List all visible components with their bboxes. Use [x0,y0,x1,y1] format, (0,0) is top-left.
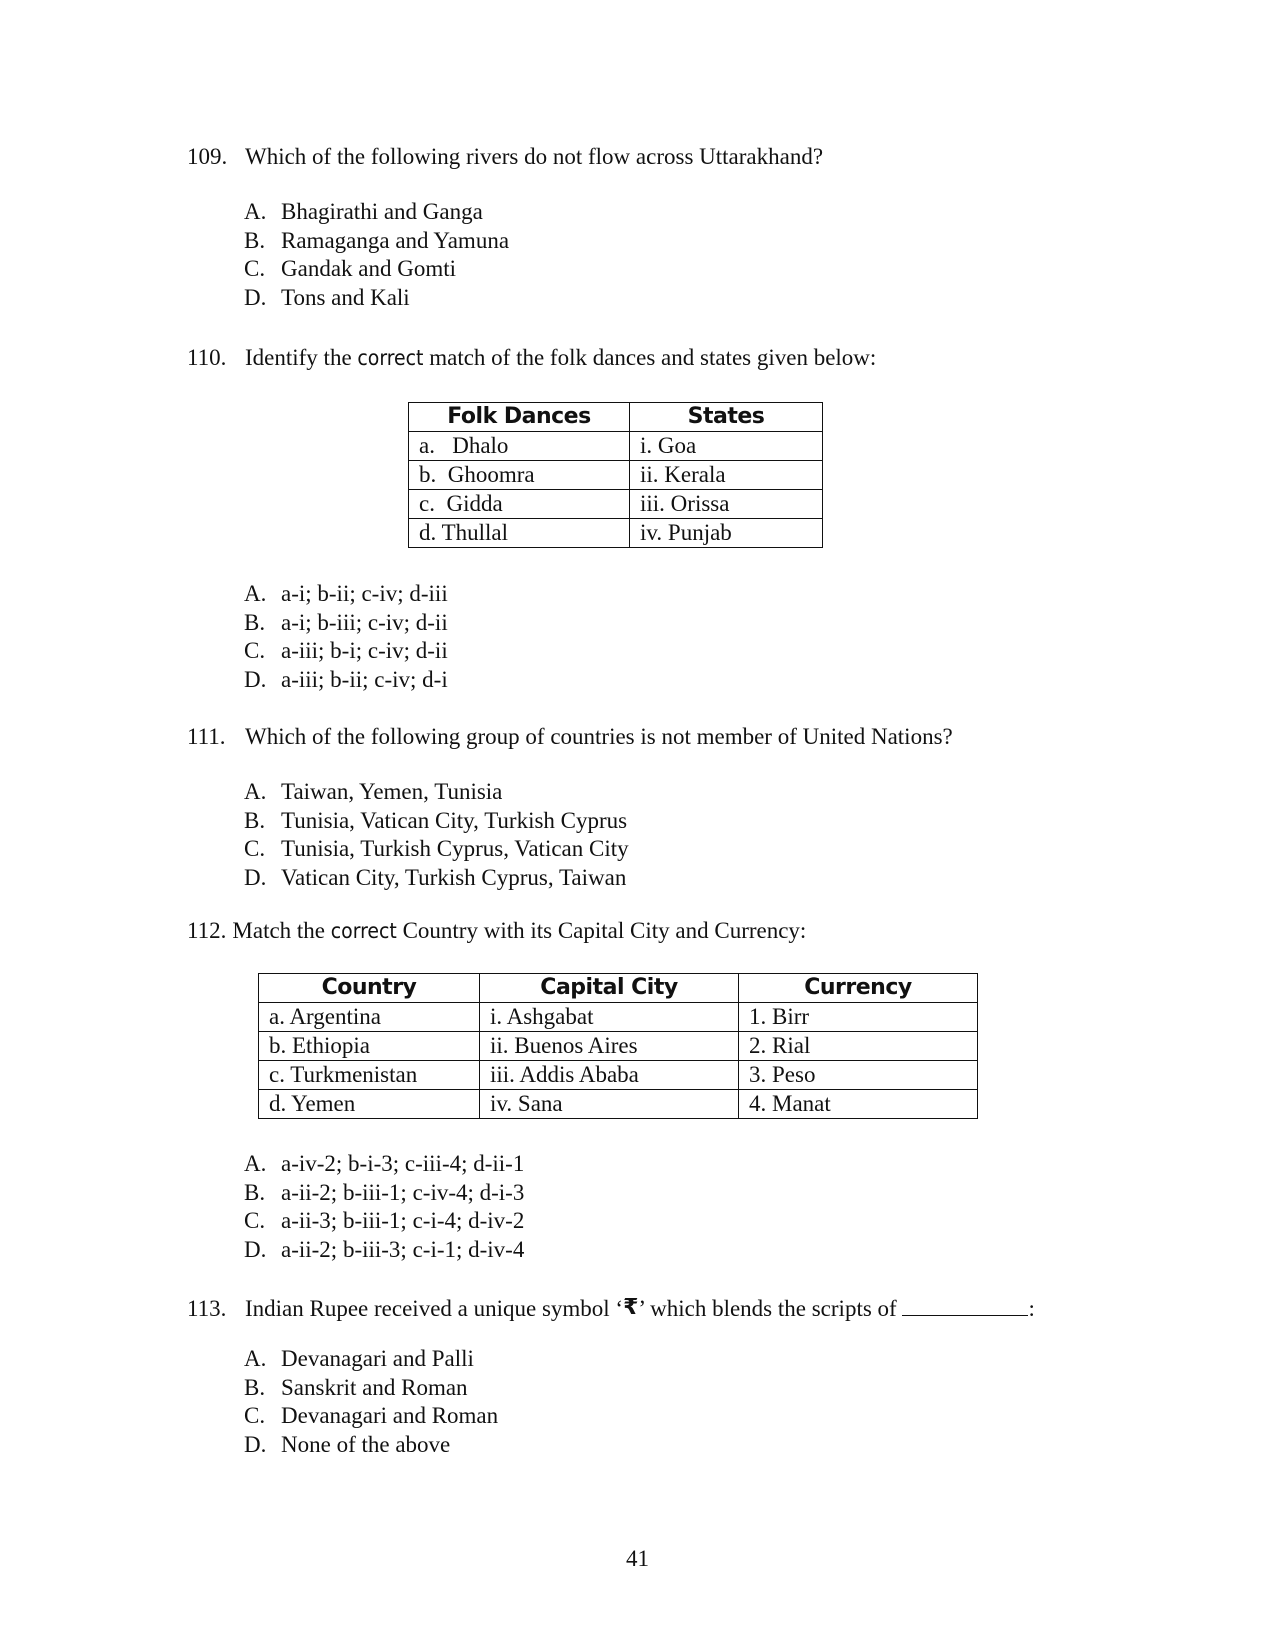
question-109 [187,143,823,171]
table-cell: iii. Orissa [630,490,823,519]
table-cell: i. Goa [630,432,823,461]
question-113 [187,1295,1035,1324]
option-d: D. Vatican City, Turkish Cyprus, Taiwan [244,864,627,890]
option-c: C. a-iii; b-i; c-iv; d-ii [244,638,448,663]
rupee-symbol-icon: ₹ [623,1295,639,1320]
table-row [259,1061,978,1090]
option-d: D. a-ii-2; b-iii-3; c-i-1; d-iv-4 [244,1236,525,1262]
question-text-before: Identify the [245,345,352,370]
option-d: D. Tons and Kali [244,284,410,310]
question-text-after: match of the folk dances and states given below: [429,345,877,370]
answer-blank [902,1295,1028,1316]
table-cell: d. Thullal [409,519,630,548]
question-text-before: Match the [232,918,326,943]
question-text-after: ’ which blends the scripts of [638,1296,897,1321]
question-end: : [1028,1296,1035,1321]
table-cell: 1. Birr [739,1003,978,1032]
table-row [409,461,823,490]
table-row [409,519,823,548]
option-a: A. a-iv-2; b-i-3; c-iii-4; d-ii-1 [244,1151,525,1176]
option-c: C. Gandak and Gomti [244,256,457,281]
question-number: 110. [187,345,227,370]
table-row [259,1090,978,1119]
options-112 [244,1150,524,1264]
page-number: 41 [626,1546,649,1571]
option-a: A. a-i; b-ii; c-iv; d-iii [244,581,448,606]
table-cell: ii. Buenos Aires [480,1032,739,1061]
table-header: Currency [739,974,978,1003]
table-cell: 2. Rial [739,1032,978,1061]
option-b: B. Ramaganga and Yamuna [244,227,510,253]
question-text-before: Indian Rupee received a unique symbol ‘ [245,1296,624,1321]
option-d: D. a-iii; b-ii; c-iv; d-i [244,666,448,692]
table-row [409,490,823,519]
options-111 [244,778,629,892]
question-emphasis: correct [330,919,397,943]
table-cell: c. Gidda [409,490,630,519]
option-b: B. a-i; b-iii; c-iv; d-ii [244,609,448,635]
table-row [259,1032,978,1061]
table-cell: iv. Punjab [630,519,823,548]
options-110 [244,580,448,694]
table-header: Folk Dances [409,403,630,432]
folk-dance-table [408,402,823,548]
question-number: 109. [187,144,228,169]
table-cell: a. Dhalo [409,432,630,461]
table-header-row [259,974,978,1003]
table-cell: c. Turkmenistan [259,1061,480,1090]
table-header: Country [259,974,480,1003]
question-110 [187,344,876,372]
option-b: B. Sanskrit and Roman [244,1374,468,1400]
table-row [259,1003,978,1032]
question-text-after: Country with its Capital City and Currency: [402,918,807,943]
option-c: C. Devanagari and Roman [244,1403,499,1428]
table-cell: 3. Peso [739,1061,978,1090]
table-cell: i. Ashgabat [480,1003,739,1032]
table-cell: b. Ethiopia [259,1032,480,1061]
option-d: D. None of the above [244,1431,451,1457]
option-a: A. Bhagirathi and Ganga [244,199,483,224]
question-111 [187,723,953,751]
table-header: Capital City [480,974,739,1003]
table-row [409,432,823,461]
table-cell: iv. Sana [480,1090,739,1119]
options-113 [244,1345,498,1459]
options-109 [244,198,509,312]
question-emphasis: correct [357,346,424,370]
table-cell: b. Ghoomra [409,461,630,490]
question-text: Which of the following group of countries is not member of United Nations? [245,724,953,749]
table-cell: a. Argentina [259,1003,480,1032]
question-number: 113. [187,1296,227,1321]
question-number: 112. [187,918,227,943]
question-text: Which of the following rivers do not flow across Uttarakhand? [245,144,824,169]
question-112 [187,917,806,945]
table-cell: d. Yemen [259,1090,480,1119]
table-header-row [409,403,823,432]
country-capital-currency-table [258,973,978,1119]
option-a: A. Devanagari and Palli [244,1346,474,1371]
question-number: 111. [187,724,226,749]
option-b: B. Tunisia, Vatican City, Turkish Cyprus [244,807,628,833]
table-cell: ii. Kerala [630,461,823,490]
option-b: B. a-ii-2; b-iii-1; c-iv-4; d-i-3 [244,1179,525,1205]
option-c: C. a-ii-3; b-iii-1; c-i-4; d-iv-2 [244,1208,525,1233]
option-c: C. Tunisia, Turkish Cyprus, Vatican City [244,836,629,861]
table-cell: iii. Addis Ababa [480,1061,739,1090]
option-a: A. Taiwan, Yemen, Tunisia [244,779,503,804]
table-cell: 4. Manat [739,1090,978,1119]
table-header: States [630,403,823,432]
